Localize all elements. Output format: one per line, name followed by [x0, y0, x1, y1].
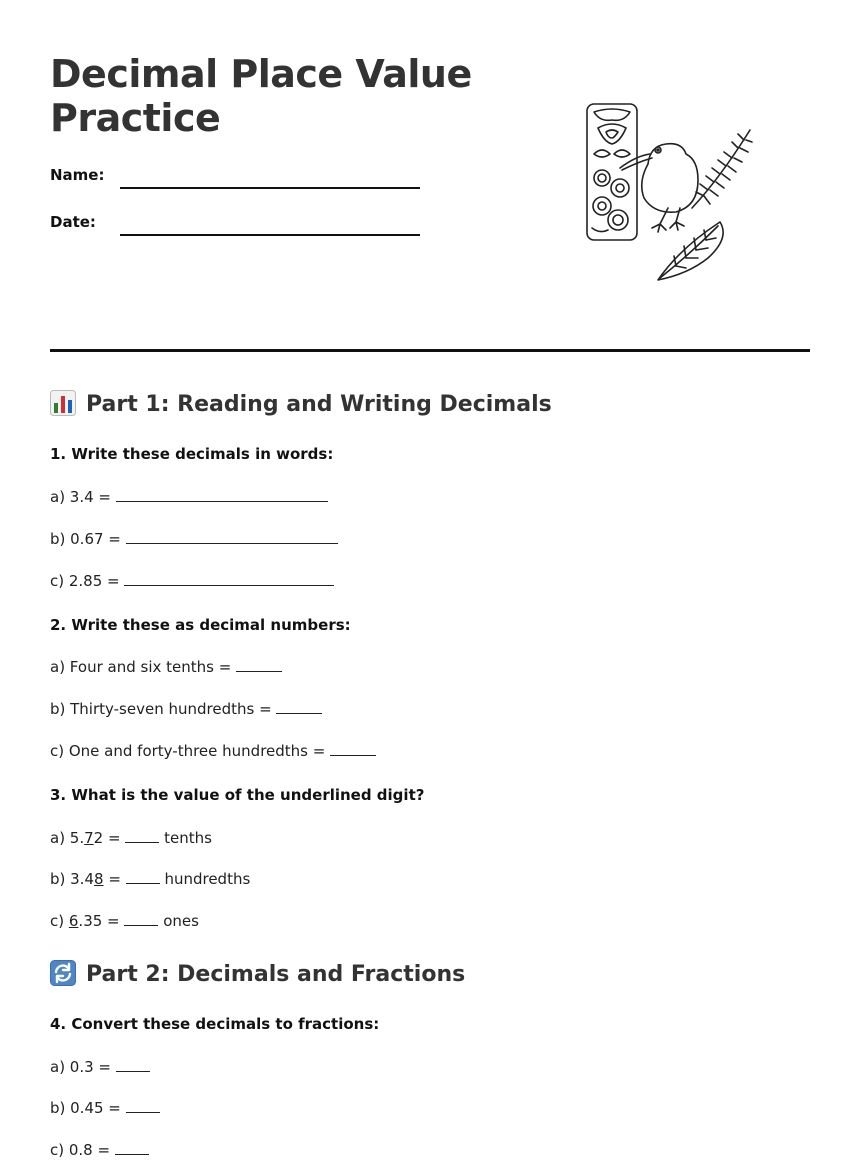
bar-chart-icon	[50, 390, 76, 416]
answer-blank[interactable]	[126, 529, 338, 544]
question-1-heading: 1. Write these decimals in words:	[50, 445, 334, 463]
answer-blank[interactable]	[126, 1098, 160, 1113]
question-2c: c) One and forty-three hundredths =	[50, 741, 376, 760]
answer-blank[interactable]	[115, 1140, 149, 1155]
answer-blank[interactable]	[330, 741, 376, 756]
question-1c: c) 2.85 =	[50, 571, 334, 590]
question-2b: b) Thirty-seven hundredths =	[50, 699, 322, 718]
name-line	[120, 187, 420, 189]
underlined-digit: 7	[84, 829, 94, 847]
worksheet-title: Decimal Place Value Practice	[50, 52, 472, 140]
question-3c: c) 6.35 = ones	[50, 912, 199, 930]
part2-heading	[50, 960, 465, 989]
kiwi-fern-illustration	[580, 98, 760, 288]
answer-blank[interactable]	[236, 657, 282, 672]
underlined-digit: 6	[68, 912, 79, 930]
question-4b: b) 0.45 =	[50, 1098, 160, 1117]
question-4a: a) 0.3 =	[50, 1057, 150, 1076]
answer-blank[interactable]	[124, 571, 334, 586]
part1-heading	[50, 390, 552, 419]
question-1a: a) 3.4 =	[50, 487, 328, 506]
name-field	[50, 162, 430, 192]
answer-blank[interactable]	[276, 699, 322, 714]
question-3b: b) 3.48 = hundredths	[50, 870, 251, 888]
underlined-digit: 8	[94, 870, 104, 888]
question-2a: a) Four and six tenths =	[50, 657, 282, 676]
question-4c: c) 0.8 =	[50, 1140, 149, 1159]
question-4-heading: 4. Convert these decimals to fractions:	[50, 1015, 380, 1033]
date-label: Date:	[50, 213, 96, 231]
part2-heading-text: Part 2: Decimals and Fractions	[86, 962, 466, 987]
refresh-arrows-icon	[50, 960, 76, 986]
date-line	[120, 234, 420, 236]
date-field	[50, 209, 430, 239]
answer-blank[interactable]	[124, 911, 158, 926]
answer-blank[interactable]	[126, 869, 160, 884]
question-2-heading: 2. Write these as decimal numbers:	[50, 616, 351, 634]
name-label: Name:	[50, 166, 105, 184]
question-3a: a) 5.72 = tenths	[50, 829, 212, 847]
part1-heading-text: Part 1: Reading and Writing Decimals	[86, 392, 552, 417]
answer-blank[interactable]	[125, 828, 159, 843]
question-3-heading: 3. What is the value of the underlined digit?	[50, 786, 425, 804]
question-1b: b) 0.67 =	[50, 529, 338, 548]
answer-blank[interactable]	[116, 1057, 150, 1072]
section-divider	[50, 349, 810, 352]
answer-blank[interactable]	[116, 487, 328, 502]
